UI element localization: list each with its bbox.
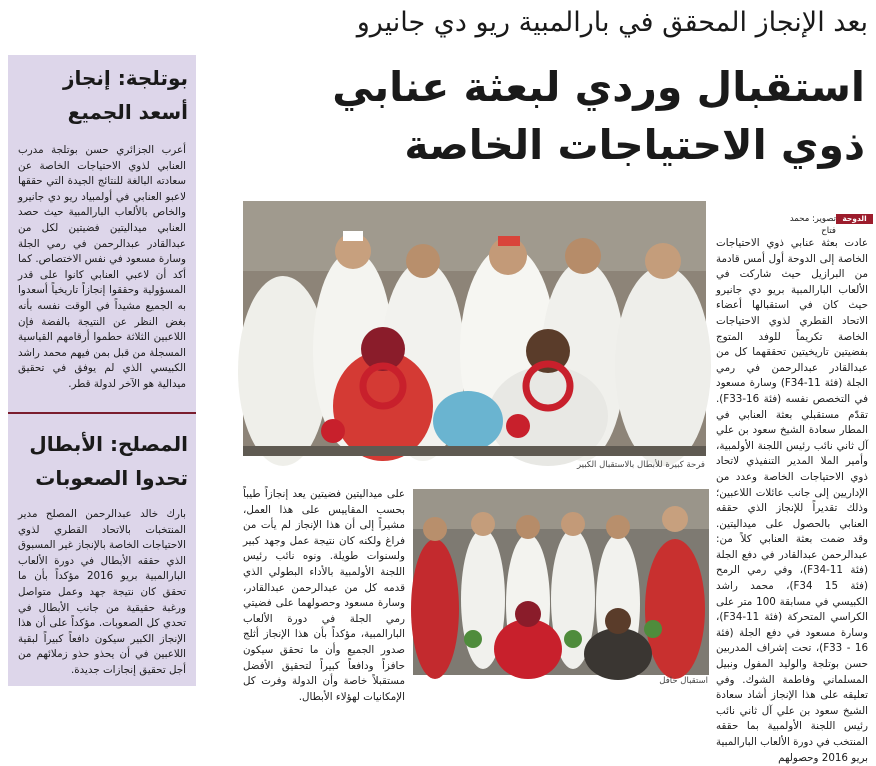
photo-caption-1: فرحة كبيرة للأبطال بالاستقبال الكبير	[576, 460, 705, 470]
photo-welcome-crowd-image	[243, 201, 706, 456]
sidebar-divider	[8, 412, 196, 414]
photo-team-welcome	[413, 489, 709, 675]
article-kicker: بعد الإنجاز المحقق في بارالمبية ريو دي جانيرو	[356, 7, 868, 38]
article-body-col-2: على ميداليتين فضيتين يعد إنجازاً طيباً بحسب المقاييس على هذا العمل، مشيراً إلى أن هذا الإنجاز لم يأت من فراغ ولكنه كان نتيجة عمل وجهد كبير ولسنوات طويلة. ونوه نائب رئيس اللجنة الأولمبية بالأداء البطولي الذي قدمه كل من عبدالرحمن عبدالقادر، وسارة مسعود وحصولهما على فضيتي رمي الجلة في دورة الألعاب البارالمبية، مؤكداً بأن هذا الإنجاز أثلج صدور الجميع وأن ما تحقق سيكون حافزاً ودافعاً كبيراً لتحقيق الأفضل مستقبلاً خاصة وأن الدولة وفرت كل الإمكانيات لهؤلاء الأبطال.	[243, 488, 405, 703]
sidebar-box1-title-line2: أسعد الجميع	[67, 100, 188, 124]
photo-welcome-crowd	[243, 201, 706, 456]
sidebar-box2-title-line2: تحدوا الصعوبات	[35, 466, 188, 490]
photo-team-welcome-image	[413, 489, 709, 675]
newspaper-logo: الدوحة العرب	[836, 214, 873, 224]
article-body-col-1: عادت بعثة عنابي ذوي الاحتياجات الخاصة إلى الدوحة أول أمس قادمة من البرازيل حيث شاركت في الألعاب البارالمبية بريو دي جانيرو حيث كان في استقبالها أعضاء الاتحاد القطري لذوي الاحتياجات الخاصة تكريماً للوفد المتوج بفضيتين تاريخيتين تحققهما كل من عبدالقادر عبدالرحمن في رمي الجلة (فئة F34-11) وسارة مسعود في التخصص نفسه (فئة F33-16). تقدّم مستقبلي بعثة العنابي في المطار سعادة الشيخ سعود بن علي آل ثاني نائب رئيس اللجنة الأولمبية، وأمير الملا المدير التنفيذي لاتحاد ذوي الاحتياجات الخاصة وعدد من الإداريين إلى جانب عائلات اللاعبين؛ وذلك تقديراً للإنجاز الذي حققه العنابي بالحصول على ميداليتين. وقد ضمت بعثة العنابي كلاً من: عبدالرحمن عبدالقادر في دفع الجلة (فئة F34-11)، وفي رمي الرمح (فئة 15 F34)، محمد راشد الكبيسي في مسابقة 100 متر على الكراسي المتحركة (فئة F34-11)، وسارة مسعود في دفع الجلة (فئة 16 - F33)، تحت إشراف المدربين حسن بوتلجة والوليد المفول ونبيل المسلماني وفاطمة الشوك. وفي تعليقه على هذا الإنجاز أشاد سعادة الشيخ سعود بن علي آل ثاني نائب رئيس اللجنة الأولمبية بما حققه المنتخب في دورة الألعاب البارالمبية بريو 2016 وحصولهم	[715, 237, 868, 764]
sidebar-box2-title	[18, 427, 188, 495]
article-headline: استقبال وردي لبعثة عنابي ذوي الاحتياجات الخاصة	[332, 63, 865, 169]
sidebar-box1-text: أعرب الجزائري حسن بوتلجة مدرب العنابي لذوي الاحتياجات الخاصة عن سعادته البالغة للنتائج الجيدة التي حققها لاعبو العنابي في أولمبياد ريو دي جانيرو والخاص بالألعاب البارالمبية حيث حصد العنابي ميداليتين فضيتين لكل من عبدالقادر عبدالرحمن في رمي الجلة وسارة مسعود في نفس الاختصاص. كما أكد أن لاعبي العنابي كانوا على قدر المسؤولية وحققوا إنجازاً تاريخياً أسعدوا به الجميع مشيداً في الوقت نفسه بأنه بغض النظر عن النتيجة بالفضة فإن اللاعبين الثلاثة حطموا أرقامهم القياسية المسجلة من قبل بمن فيهم محمد راشد الكبيسي الذي لم يوفق في تحقيق ميدالية هو الآخر لدولة قطر.	[18, 144, 186, 390]
sidebar-boxes	[8, 55, 196, 686]
photo-byline: تصوير: محمد فتاح	[789, 214, 836, 236]
sidebar-box2-text: بارك خالد عبدالرحمن المصلح مدير المنتخبات بالاتحاد القطري لذوي الاحتياجات الخاصة بالإنجاز غير المسبوق الذي حققه الأبطال في دورة الألعاب البارالمبية بريو 2016 مؤكداً بأن ما تحقق كان نتيجة جهد وعمل متواصل ورغبة حقيقية من جانب الأبطال في تحدي كل الصعوبات. مؤكداً على أن هذا الإنجاز الكبير سيكون دافعاً كبيراً لبقية اللاعبين في أن يحذو حذو زملائهم من أجل تحقيق إنجازات جديدة.	[17, 508, 186, 676]
sidebar-box1-title-line1: بوتلجة: إنجاز	[62, 66, 188, 90]
sidebar-box2-title-line1: المصلح: الأبطال	[29, 432, 188, 456]
photo-caption-2: استقبال حافل	[659, 676, 708, 686]
sidebar-box1-title	[18, 61, 188, 129]
